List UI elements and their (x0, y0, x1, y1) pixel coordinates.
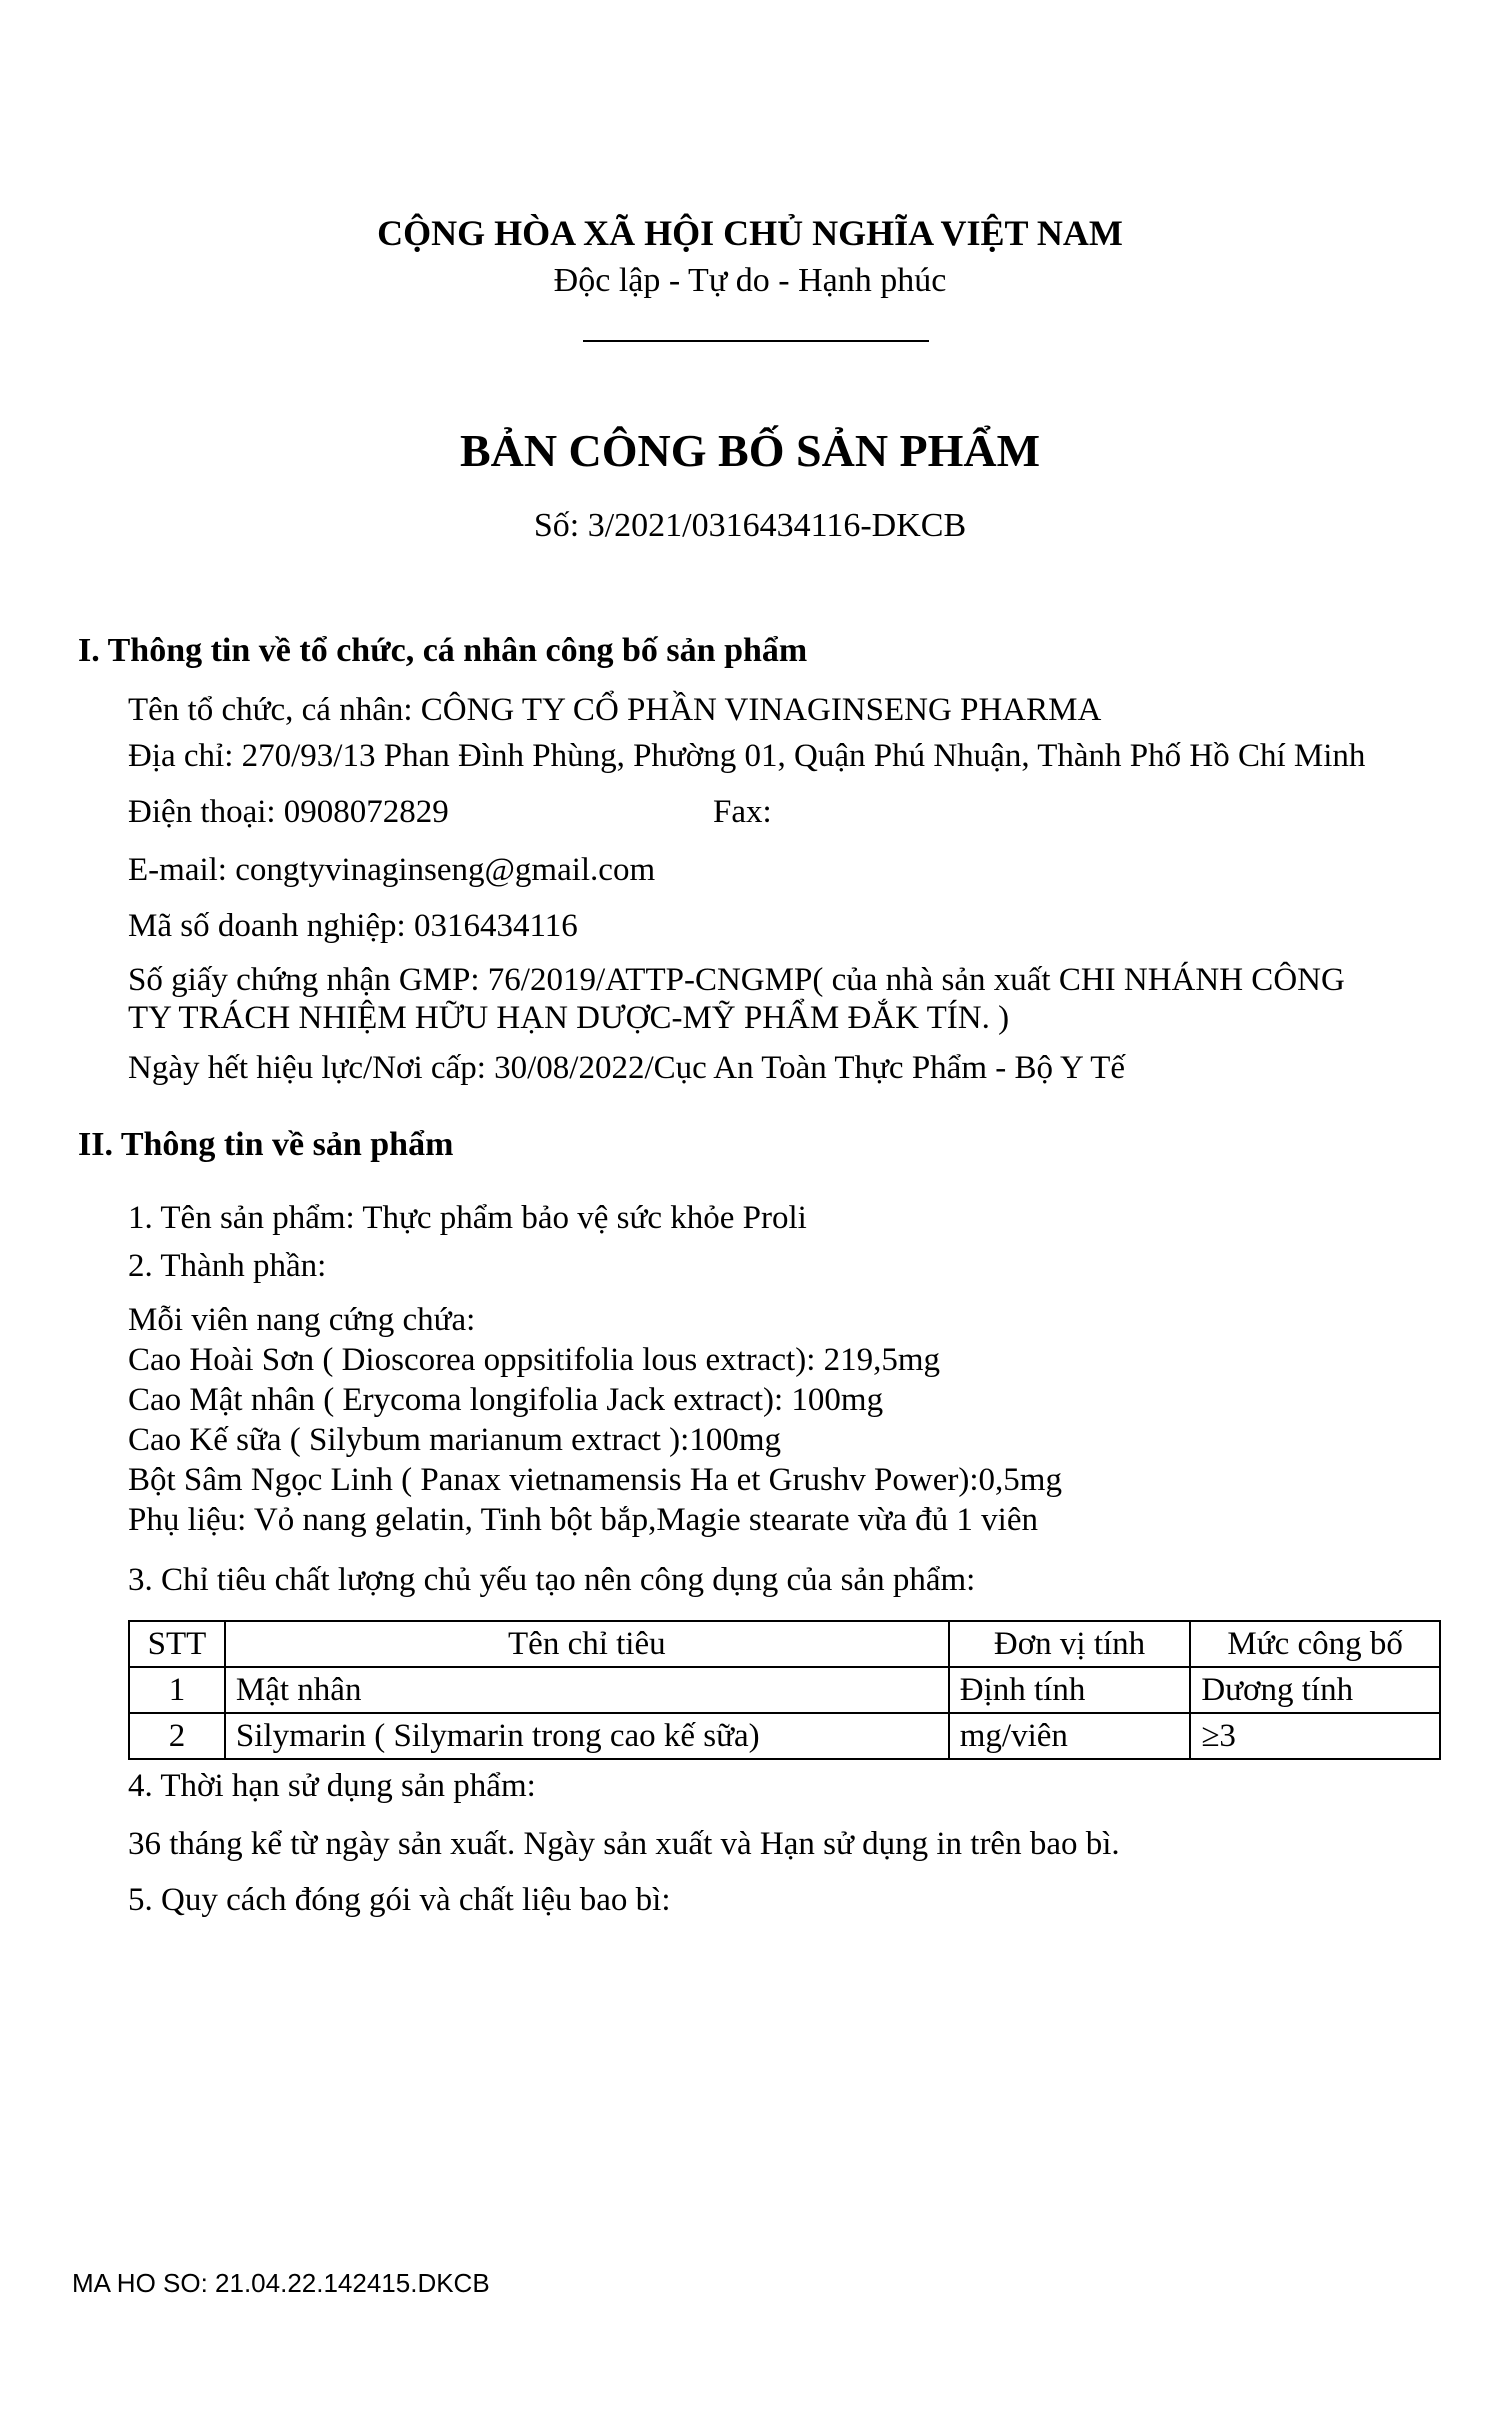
cell-stt: 2 (129, 1713, 225, 1759)
cell-unit: mg/viên (949, 1713, 1191, 1759)
business-code: Mã số doanh nghiệp: 0316434116 (128, 908, 578, 944)
motto: Độc lập - Tự do - Hạnh phúc (553, 262, 947, 299)
section-2-heading: II. Thông tin về sản phẩm (78, 1126, 454, 1163)
quality-table (128, 1620, 1441, 1760)
composition-label: 2. Thành phần: (128, 1248, 327, 1284)
cell-criteria: Silymarin ( Silymarin trong cao kế sữa) (225, 1713, 949, 1759)
header-stt: STT (129, 1621, 225, 1667)
header-unit: Đơn vị tính (949, 1621, 1191, 1667)
cell-unit: Định tính (949, 1667, 1191, 1713)
file-code: MA HO SO: 21.04.22.142415.DKCB (72, 2268, 490, 2298)
email: E-mail: congtyvinaginseng@gmail.com (128, 852, 656, 888)
address: Địa chỉ: 270/93/13 Phan Đình Phùng, Phường 01, Quận Phú Nhuận, Thành Phố Hồ Chí Minh (128, 738, 1366, 774)
document-number: Số: 3/2021/0316434116-DKCB (533, 507, 967, 544)
table-row (129, 1713, 1440, 1759)
gmp-line-2: TY TRÁCH NHIỆM HỮU HẠN DƯỢC-MỸ PHẨM ĐẮK TÍN. ) (128, 1000, 1010, 1036)
section-1-heading: I. Thông tin về tổ chức, cá nhân công bố sản phẩm (78, 632, 808, 669)
ingredient-item: Cao Kế sữa ( Silybum marianum extract ):100mg (128, 1422, 781, 1458)
gmp-line-1: Số giấy chứng nhận GMP: 76/2019/ATTP-CNGMP( của nhà sản xuất CHI NHÁNH CÔNG (128, 962, 1345, 998)
shelf-life: 36 tháng kể từ ngày sản xuất. Ngày sản xuất và Hạn sử dụng in trên bao bì. (128, 1826, 1120, 1862)
validity: Ngày hết hiệu lực/Nơi cấp: 30/08/2022/Cục An Toàn Thực Phẩm - Bộ Y Tế (128, 1050, 1126, 1086)
org-name: Tên tổ chức, cá nhân: CÔNG TY CỔ PHẦN VINAGINSENG PHARMA (128, 692, 1102, 728)
ingredient-item: Bột Sâm Ngọc Linh ( Panax vietnamensis Ha et Grushv Power):0,5mg (128, 1462, 1062, 1498)
packaging-label: 5. Quy cách đóng gói và chất liệu bao bì: (128, 1882, 671, 1918)
fax: Fax: (713, 794, 772, 830)
ingredient-item: Phụ liệu: Vỏ nang gelatin, Tinh bột bắp,Magie stearate vừa đủ 1 viên (128, 1502, 1038, 1538)
phone: Điện thoại: 0908072829 (128, 794, 449, 830)
nation-heading: CỘNG HÒA XÃ HỘI CHỦ NGHĨA VIỆT NAM (377, 213, 1123, 253)
cell-stt: 1 (129, 1667, 225, 1713)
ingredient-item: Cao Mật nhân ( Erycoma longifolia Jack extract): 100mg (128, 1382, 884, 1418)
document-title: BẢN CÔNG BỐ SẢN PHẨM (459, 425, 1041, 476)
shelf-life-label: 4. Thời hạn sử dụng sản phẩm: (128, 1768, 536, 1804)
cell-level: ≥3 (1190, 1713, 1440, 1759)
product-name: 1. Tên sản phẩm: Thực phẩm bảo vệ sức khỏe Proli (128, 1200, 807, 1236)
cell-level: Dương tính (1190, 1667, 1440, 1713)
quality-label: 3. Chỉ tiêu chất lượng chủ yếu tạo nên công dụng của sản phẩm: (128, 1562, 976, 1598)
table-header-row (129, 1621, 1440, 1667)
cell-criteria: Mật nhân (225, 1667, 949, 1713)
divider (583, 340, 929, 342)
header-criteria: Tên chỉ tiêu (225, 1621, 949, 1667)
table-row (129, 1667, 1440, 1713)
ingredient-item: Cao Hoài Sơn ( Dioscorea oppsitifolia lous extract): 219,5mg (128, 1342, 941, 1378)
header-level: Mức công bố (1190, 1621, 1440, 1667)
composition-intro: Mỗi viên nang cứng chứa: (128, 1302, 476, 1338)
